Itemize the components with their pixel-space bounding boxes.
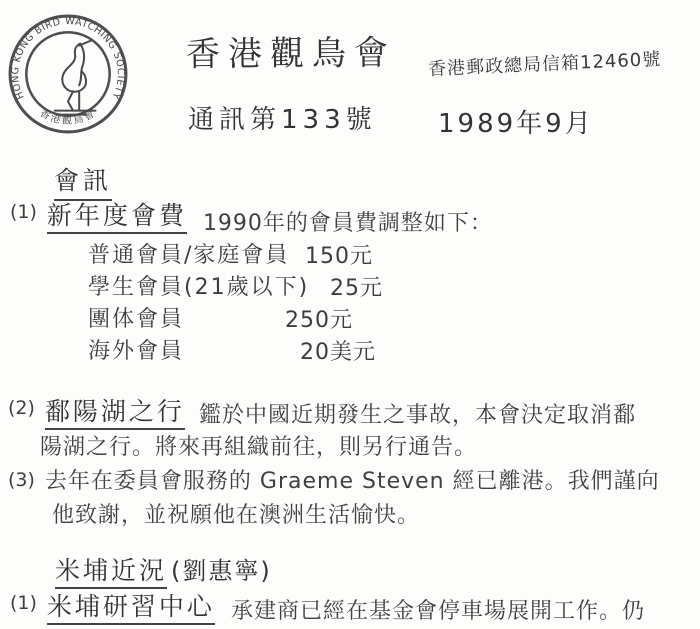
item-number: (1) [10,592,37,614]
item-number: (3) [8,469,35,491]
fees-intro-text: 1990年的會員費調整如下： [202,211,493,236]
fee-amount: 25元 [330,276,383,301]
fee-label: 團体會員 [88,307,185,332]
news-item-3-line-2: 他致謝，並祝願他在澳洲生活愉快。 [52,503,421,528]
fee-table [88,238,568,366]
item-title-membership-fees: 新年度會費 [47,201,187,234]
item-text: 去年在委員會服務的 Graeme Steven 經已離港。我們謹向 [44,469,660,494]
seal-ring-text: HONG KONG BIRD WATCHING SOCIETY [10,16,126,101]
issue-number: 通訊第133號 [188,105,377,135]
item-text: 鑑於中國近期發生之事故，本會決定取消鄱 [198,403,636,428]
item-number: (2) [8,397,35,419]
item-text: 承建商已經在基金會停車場展開工作。仍 [230,599,645,624]
fee-label: 學生會員(21歲以下) [88,275,310,300]
fee-row-overseas [88,334,568,366]
item-title-maipo-centre: 米埔研習中心 [47,592,215,625]
news-item-2-line-2: 陽湖之行。將來再組織前往，則另行通告。 [40,435,478,460]
news-item-1 [10,196,493,236]
maipo-heading-text: 米埔近況 [55,556,167,589]
news-item-3-line-1 [8,464,660,495]
fee-row-corporate [88,302,568,334]
news-section-heading: 會訊 [54,161,112,201]
fee-row-student [88,270,568,302]
issue-date: 1989年9月 [438,109,594,139]
fee-label: 海外會員 [88,339,185,364]
item-number: (1) [10,201,37,223]
fee-amount: 20美元 [300,340,376,365]
news-item-2-line-1 [8,392,636,428]
fee-label: 普通會員/家庭會員 [88,243,290,268]
fee-amount: 250元 [285,308,353,333]
maipo-author: (劉惠寧) [171,557,272,585]
item-title-poyang-trip: 鄱陽湖之行 [45,397,185,430]
seal-graphic [6,12,130,136]
fee-amount: 150元 [305,244,373,269]
seal-ring-chinese-text: 香港觀鳥會 [37,107,99,127]
society-name-title: 香港觀鳥會 [185,33,397,75]
society-seal [6,12,130,136]
po-box-address: 香港郵政總局信箱12460號 [427,48,662,81]
fee-row-ordinary [88,238,568,270]
egret-icon [55,40,96,114]
maipo-section-heading [55,551,272,587]
maipo-item-1 [10,587,645,623]
